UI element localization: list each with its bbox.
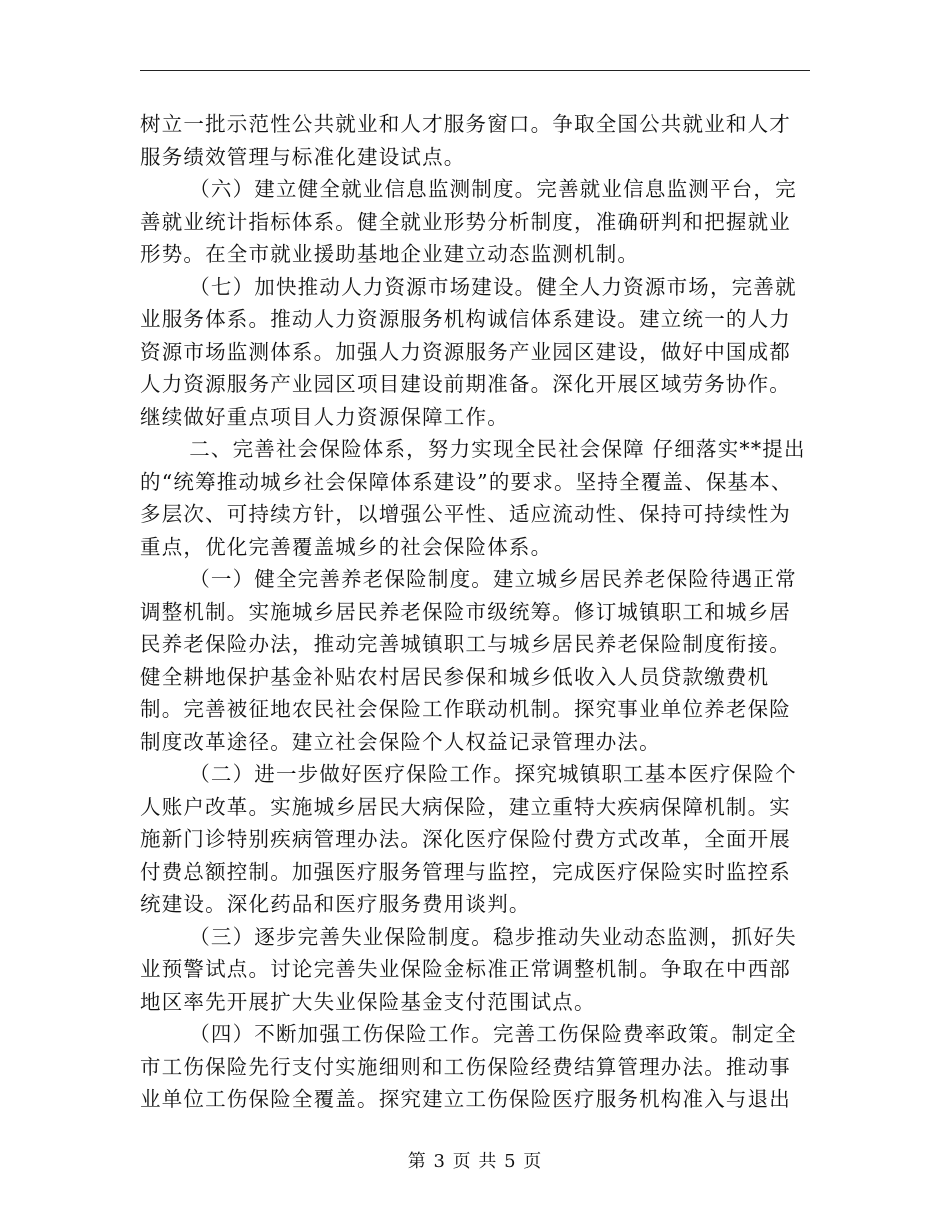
paragraph-item-6: （六）建立健全就业信息监测制度。完善就业信息监测平台，完善就业统计指标体系。健全就业形势分析制度，准确研判和把握就业形势。在全市就业援助基地企业建立动态监测机制。 bbox=[140, 177, 797, 266]
paragraph-item-1: （一）健全完善养老保险制度。建立城乡居民养老保险待遇正常调整机制。实施城乡居民养老保险市级统筹。修订城镇职工和城乡居民养老保险办法，推动完善城镇职工与城乡居民养老保险制度衔接。健全耕地保护基金补贴农村居民参保和城乡低收入人员贷款缴费机制。完善被征地农民社会保险工作联动机制。探究事业单位养老保险制度改革途径。建立社会保险个人权益记录管理办法。 bbox=[140, 567, 797, 754]
paragraph-item-2: （二）进一步做好医疗保险工作。探究城镇职工基本医疗保险个人账户改革。实施城乡居民大病保险，建立重特大疾病保障机制。实施新门诊特别疾病管理办法。深化医疗保险付费方式改革，全面开展付费总额控制。加强医疗服务管理与监控，完成医疗保险实时监控系统建设。深化药品和医疗服务费用谈判。 bbox=[140, 762, 797, 916]
page-footer bbox=[0, 1147, 950, 1173]
paragraph-continuation: 树立一批示范性公共就业和人才服务窗口。争取全国公共就业和人才服务绩效管理与标准化建设试点。 bbox=[140, 112, 791, 169]
paragraph-item-7: （七）加快推动人力资源市场建设。健全人力资源市场，完善就业服务体系。推动人力资源服务机构诚信体系建设。建立统一的人力资源市场监测体系。加强人力资源服务产业园区建设，做好中国成都人力资源服务产业园区项目建设前期准备。深化开展区域劳务协作。继续做好重点项目人力资源保障工作。 bbox=[140, 274, 797, 429]
document-body bbox=[140, 108, 812, 1116]
paragraph-item-3: （三）逐步完善失业保险制度。稳步推动失业动态监测，抓好失业预警试点。讨论完善失业保险金标准正常调整机制。争取在中西部地区率先开展扩大失业保险基金支付范围试点。 bbox=[140, 924, 797, 1014]
section-heading-2: 二、完善社会保险体系，努力实现全民社会保障 仔细落实**提出的“统筹推动城乡社会保障体系建设”的要求。坚持全覆盖、保基本、多层次、可持续方针，以增强公平性、适应流动性、保持可持续性为重点，优化完善覆盖城乡的社会保险体系。 bbox=[140, 437, 806, 559]
paragraph-item-4: （四）不断加强工伤保险工作。完善工伤保险费率政策。制定全市工伤保险先行支付实施细则和工伤保险经费结算管理办法。推动事业单位工伤保险全覆盖。探究建立工伤保险医疗服务机构准入与退出 bbox=[140, 1022, 797, 1111]
header-rule bbox=[140, 70, 810, 71]
page-number-label: 第 3 页 共 5 页 bbox=[407, 1151, 543, 1172]
